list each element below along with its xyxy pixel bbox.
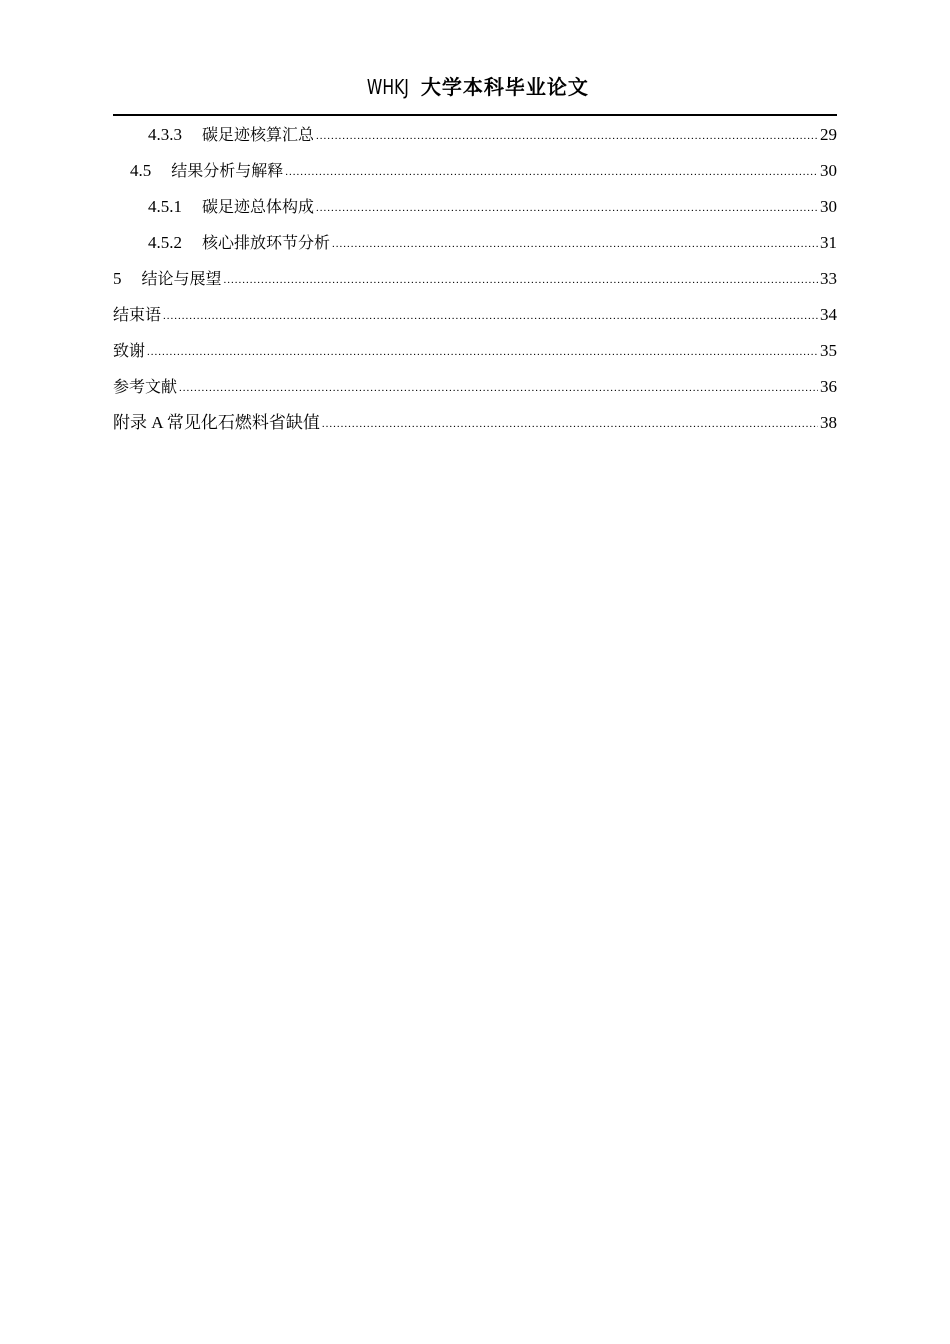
toc-entry-title: 致谢 [113, 341, 146, 360]
toc-entry-page: 30 [820, 161, 837, 180]
toc-entry-page: 31 [820, 233, 837, 252]
header-title: 大学本科毕业论文 [420, 77, 589, 99]
toc-entry-appendix-a[interactable] [113, 410, 837, 446]
toc-entry-acknowledgements[interactable] [113, 338, 837, 374]
toc-entry-4-5-1[interactable] [113, 194, 837, 230]
toc-entry-title: 结束语 [113, 305, 162, 324]
toc-entry-number: 4.5.1 [148, 197, 182, 216]
toc-entry-title: 结论与展望 [141, 269, 222, 288]
toc-entry-number: 5 [113, 269, 122, 288]
toc-entry-page: 34 [820, 305, 837, 324]
toc-entry-title: 碳足迹总体构成 [202, 197, 315, 216]
page-header [113, 74, 837, 101]
toc-entry-4-3-3[interactable] [113, 122, 837, 158]
toc-dot-leader [322, 409, 818, 437]
toc-entry-title: 结果分析与解释 [171, 161, 284, 180]
toc-entry-closing-remarks[interactable] [113, 302, 837, 338]
toc-entry-page: 30 [820, 197, 837, 216]
header-rule [113, 114, 837, 116]
toc-entry-number: 4.5.2 [148, 233, 182, 252]
toc-entry-5[interactable] [113, 266, 837, 302]
toc-entry-title: 碳足迹核算汇总 [202, 125, 315, 144]
toc-entry-title: 附录 A 常见化石燃料省缺值 [113, 413, 320, 432]
toc-entry-page: 38 [820, 413, 837, 432]
toc-entry-title: 核心排放环节分析 [202, 233, 331, 252]
toc-dot-leader [285, 157, 818, 185]
toc-entry-references[interactable] [113, 374, 837, 410]
toc-dot-leader [332, 229, 818, 257]
toc-entry-page: 29 [820, 125, 837, 144]
toc-dot-leader [224, 265, 818, 293]
toc-entry-page: 33 [820, 269, 837, 288]
toc-dot-leader [163, 301, 818, 329]
toc-dot-leader [316, 121, 818, 149]
toc-dot-leader [147, 337, 818, 365]
toc-entry-page: 35 [820, 341, 837, 360]
toc-entry-page: 36 [820, 377, 837, 396]
toc-entry-4-5-2[interactable] [113, 230, 837, 266]
table-of-contents [113, 122, 837, 446]
header-school-abbrev: WHKJ [366, 75, 409, 99]
toc-entry-4-5[interactable] [113, 158, 837, 194]
toc-entry-title: 参考文献 [113, 377, 178, 396]
toc-dot-leader [316, 193, 818, 221]
toc-dot-leader [179, 373, 818, 401]
toc-entry-number: 4.5 [130, 161, 152, 180]
toc-entry-number: 4.3.3 [148, 125, 182, 144]
